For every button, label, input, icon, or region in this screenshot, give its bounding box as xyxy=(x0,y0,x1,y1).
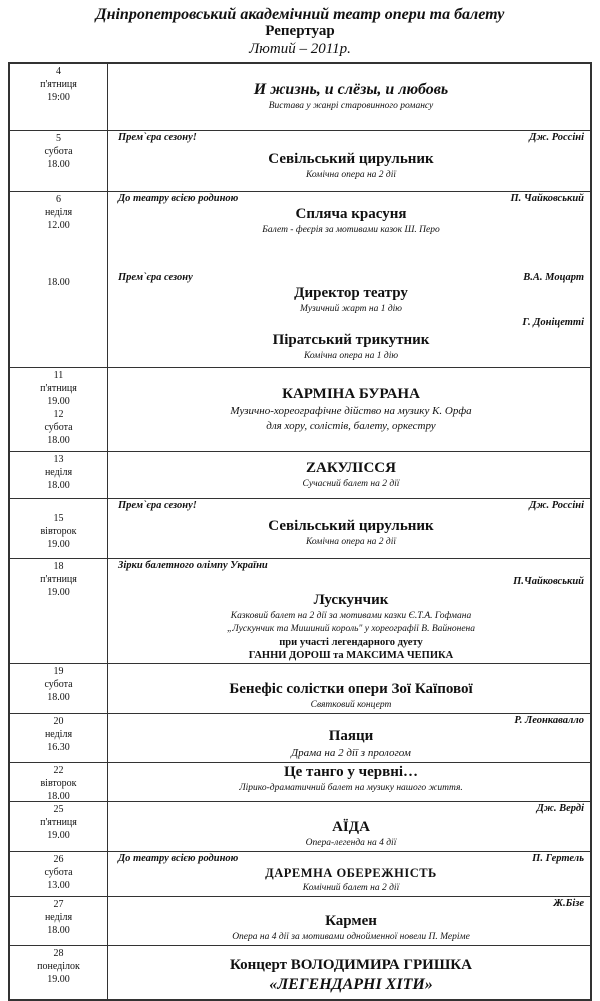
date-cell xyxy=(10,559,108,663)
date-line: 11 xyxy=(53,370,64,381)
date-cell xyxy=(10,946,108,999)
date-line: неділя xyxy=(44,467,73,478)
event-tag-line xyxy=(118,131,584,144)
date-cell xyxy=(10,499,108,558)
spacer xyxy=(118,237,584,271)
event-cell xyxy=(108,368,590,451)
event-row xyxy=(10,946,590,1000)
spacer xyxy=(10,232,107,276)
date-line: субота xyxy=(44,146,73,157)
composer: П. Чайковський xyxy=(510,193,584,204)
composer: Ж.Бізе xyxy=(553,898,584,909)
event-description: Сучасний балет на 2 дії xyxy=(302,478,400,489)
event-row xyxy=(10,131,590,192)
event-cell xyxy=(108,452,590,498)
event-description: Музично-хореографічне дійство на музику К. Орфа xyxy=(230,404,472,417)
event-row xyxy=(10,664,590,714)
event-description: Комічна опера на 1 дію xyxy=(303,351,399,361)
event-tag: До театру всією родиною xyxy=(118,193,239,204)
date-line: 13 xyxy=(53,454,64,465)
date-line: 5 xyxy=(56,133,61,144)
event-tag: Прем`єра сезону! xyxy=(118,500,197,511)
event-cell xyxy=(108,714,590,762)
date-line: 18.00 xyxy=(47,159,70,170)
event-row xyxy=(10,559,590,664)
month-label: Лютий – 2011р. xyxy=(249,41,351,57)
event-cell xyxy=(108,897,590,945)
date-line: 22 xyxy=(53,765,64,776)
event-cell xyxy=(108,763,590,801)
event-title: Паяци xyxy=(328,728,374,744)
date-line: 26 xyxy=(53,854,64,865)
date-cell xyxy=(10,192,108,367)
date-line: п'ятниця xyxy=(40,79,77,90)
event-cell xyxy=(108,664,590,713)
date-line: 13.00 xyxy=(47,880,70,891)
composer: П.Чайковський xyxy=(513,576,584,587)
event-row xyxy=(10,852,590,897)
date-line: 19.00 xyxy=(47,396,70,407)
date-line: вівторок xyxy=(40,526,77,537)
date-line: 27 xyxy=(53,899,64,910)
date-line: 18.00 xyxy=(47,692,70,703)
event-note: при участі легендарного дуету xyxy=(279,637,423,648)
spacer xyxy=(118,664,584,680)
date-cell xyxy=(10,452,108,498)
date-line: 16.30 xyxy=(47,742,70,753)
event-description: Комічна опера на 2 дії xyxy=(305,537,397,547)
date-cell xyxy=(10,763,108,801)
event-row xyxy=(10,763,590,802)
event-row xyxy=(10,499,590,559)
event-title: АЇДА xyxy=(332,819,370,835)
date-line: субота xyxy=(44,422,73,433)
date-line: 19:00 xyxy=(47,92,70,103)
date-line: субота xyxy=(44,867,73,878)
event-title: КАРМІНА БУРАНА xyxy=(282,385,420,402)
date-line: 19 xyxy=(53,666,64,677)
event-title: Лускунчик xyxy=(313,592,389,608)
event-tag: Зірки балетного олімпу України xyxy=(118,560,268,571)
event-note: ГАННИ ДОРОШ та МАКСИМА ЧЕПИКА xyxy=(248,650,454,661)
date-cell xyxy=(10,368,108,451)
event-description: Вистава у жанрі старовинного романсу xyxy=(268,101,434,111)
event-description: Музичний жарт на 1 дію xyxy=(299,304,402,314)
event-title: Піратський трикутник xyxy=(272,332,430,348)
date-cell xyxy=(10,897,108,945)
date-line: субота xyxy=(44,679,73,690)
date-line: 19.00 xyxy=(47,587,70,598)
date-cell xyxy=(10,802,108,851)
event-title: ДАРЕМНА ОБЕРЕЖНІСТЬ xyxy=(265,866,437,880)
date-line: п'ятниця xyxy=(40,383,77,394)
date-line: 25 xyxy=(53,804,64,815)
event-cell xyxy=(108,559,590,663)
date-cell xyxy=(10,664,108,713)
event-cell xyxy=(108,946,590,999)
repertoire-table xyxy=(8,62,592,1001)
date-line: неділя xyxy=(44,207,73,218)
date-line: п'ятниця xyxy=(40,574,77,585)
date-line: понеділок xyxy=(37,961,80,972)
composer: Дж. Россіні xyxy=(529,500,584,511)
date-line: 18.00 xyxy=(47,480,70,491)
event-description: Опера-легенда на 4 дії xyxy=(305,838,397,848)
theatre-name: Дніпропетровський академічний театр опери та балету xyxy=(95,6,505,23)
event-row xyxy=(10,452,590,499)
event-description: Балет - феєрія за мотивами казок Ш. Перо xyxy=(262,225,440,235)
event-row xyxy=(10,897,590,946)
event-tag: До театру всією родиною xyxy=(118,853,239,864)
event-description: Святковий концерт xyxy=(310,700,392,710)
event-cell xyxy=(108,131,590,191)
event-description: для хору, солістів, балету, оркестру xyxy=(266,419,436,432)
date-cell xyxy=(10,714,108,762)
event-title: «ЛЕГЕНДАРНІ ХІТИ» xyxy=(269,976,433,993)
date-line: неділя xyxy=(44,729,73,740)
event-description: Драма на 2 дії з прологом xyxy=(291,747,411,759)
date-cell xyxy=(10,852,108,896)
date-line: 28 xyxy=(53,948,64,959)
date-line: 18.00 xyxy=(47,435,70,446)
event-row xyxy=(10,368,590,452)
event-tag-line xyxy=(118,271,584,284)
composer: В.А. Моцарт xyxy=(523,272,584,283)
event-tag-line xyxy=(118,559,584,572)
date-line: 18.00 xyxy=(47,791,70,802)
event-cell xyxy=(108,499,590,558)
event-title: Директор театру xyxy=(294,285,408,301)
date-line: 20 xyxy=(53,716,64,727)
event-title: Спляча красуня xyxy=(295,206,407,222)
event-tag-line xyxy=(118,852,584,865)
composer: Дж. Верді xyxy=(536,803,584,814)
date-line: 18.00 xyxy=(47,925,70,936)
event-row xyxy=(10,802,590,852)
event-cell xyxy=(108,802,590,851)
event-title: И жизнь, и слёзы, и любовь xyxy=(253,81,449,98)
date-line: вівторок xyxy=(40,778,77,789)
composer: Р. Леонкавалло xyxy=(514,715,584,726)
event-description: Опера на 4 дії за мотивами однойменної новели П. Меріме xyxy=(232,932,470,942)
date-line: 12 xyxy=(53,409,64,420)
date-cell xyxy=(10,64,108,130)
event-title: Концерт ВОЛОДИМИРА ГРИШКА xyxy=(229,957,473,973)
event-description: Лірико-драматичний балет на музику нашого життя. xyxy=(239,783,463,793)
event-description: Казковий балет на 2 дії за мотивами казки Є.Т.А. Гофмана xyxy=(230,611,472,621)
composer: П. Гертель xyxy=(532,853,584,864)
event-title: ZАКУЛІССЯ xyxy=(306,459,396,476)
composer: Г. Доніцетті xyxy=(522,317,584,328)
event-tag: Прем`єра сезону! xyxy=(118,132,197,143)
date-line: 4 xyxy=(56,66,61,77)
event-title: Кармен xyxy=(325,913,377,929)
date-line: 15 xyxy=(53,513,64,524)
date-line: 19.00 xyxy=(47,539,70,550)
event-tag-line xyxy=(118,192,584,205)
composer: Дж. Россіні xyxy=(529,132,584,143)
event-row xyxy=(10,64,590,131)
event-cell xyxy=(108,64,590,130)
event-title: Це танго у червні… xyxy=(283,764,419,780)
date-line: неділя xyxy=(44,912,73,923)
spacer xyxy=(118,946,584,956)
event-tag: Прем`єра сезону xyxy=(118,272,193,283)
event-row xyxy=(10,192,590,368)
date-line: 18 xyxy=(53,561,64,572)
event-row xyxy=(10,714,590,763)
document-title: Репертуар xyxy=(265,23,335,39)
event-description: Комічна опера на 2 дії xyxy=(305,170,397,180)
event-title: Севільський цирульник xyxy=(268,151,434,167)
event-title: Севільський цирульник xyxy=(268,518,434,534)
date-line: 19.00 xyxy=(47,830,70,841)
date-line: п'ятниця xyxy=(40,817,77,828)
event-cell xyxy=(108,852,590,896)
date-line: 12.00 xyxy=(47,220,70,231)
event-cell xyxy=(108,192,590,367)
date-line: 18.00 xyxy=(47,277,70,288)
event-tag-line xyxy=(118,499,584,512)
date-cell xyxy=(10,131,108,191)
event-title: Бенефіс солістки опери Зої Каїпової xyxy=(229,681,473,697)
date-line: 6 xyxy=(56,194,61,205)
event-description: Комічний балет на 2 дії xyxy=(302,883,400,893)
event-description: „Лускунчик та Мишиний король" у хореографії В. Вайнонена xyxy=(226,624,476,634)
date-line: 19.00 xyxy=(47,974,70,985)
